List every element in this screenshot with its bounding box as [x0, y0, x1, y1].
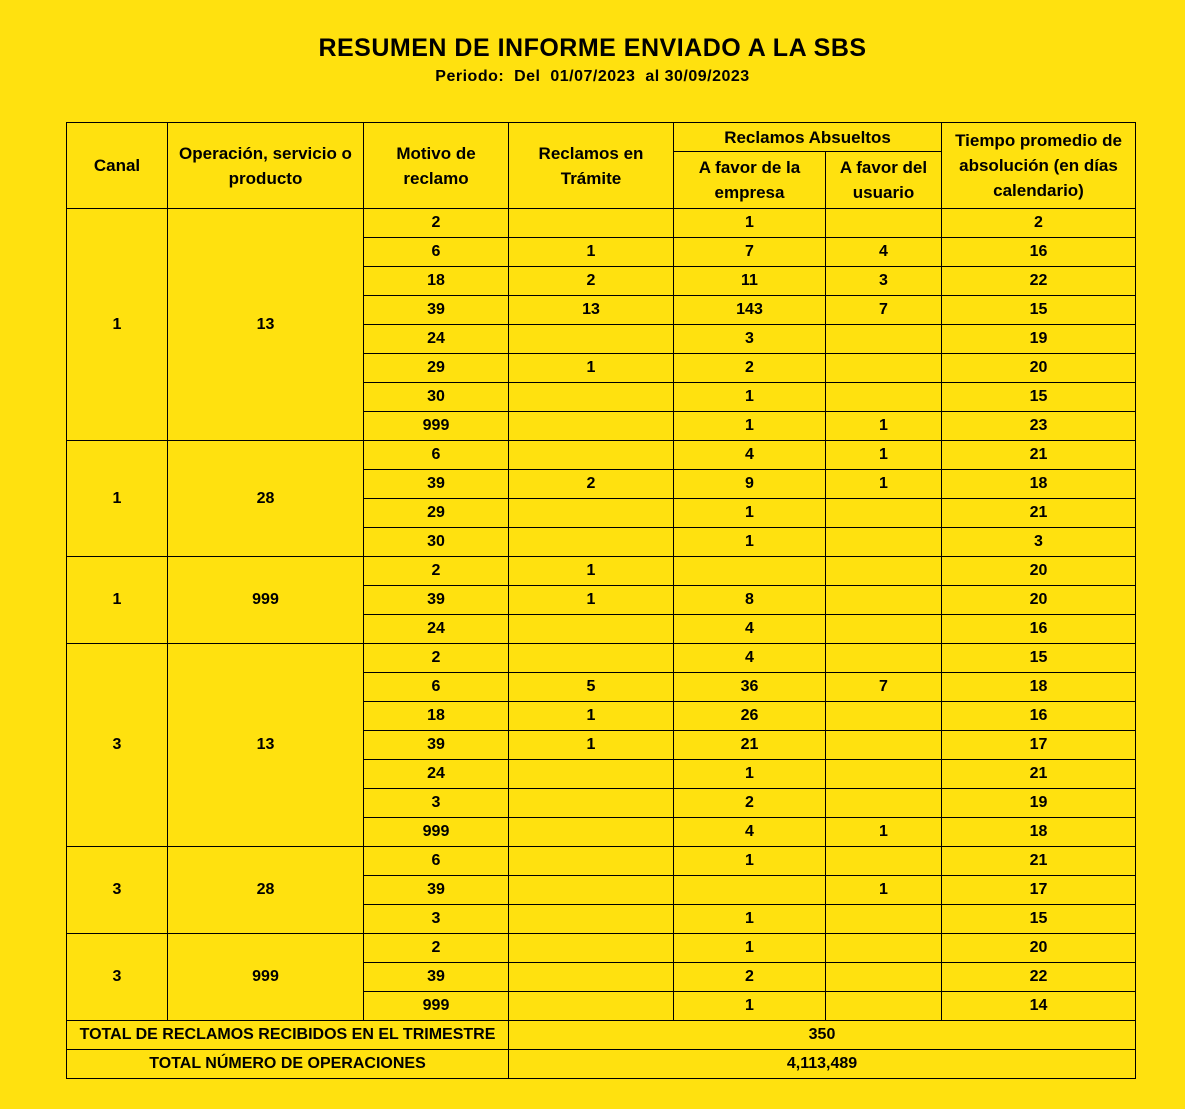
- cell-tiempo: 21: [942, 760, 1136, 789]
- cell-empresa: 4: [674, 818, 826, 847]
- cell-tiempo: 16: [942, 615, 1136, 644]
- cell-motivo: 6: [364, 238, 509, 267]
- cell-usuario: [826, 209, 942, 238]
- cell-tiempo: 17: [942, 731, 1136, 760]
- cell-tramite: [509, 325, 674, 354]
- cell-empresa: 11: [674, 267, 826, 296]
- cell-tiempo: 19: [942, 789, 1136, 818]
- cell-tramite: [509, 847, 674, 876]
- cell-empresa: 21: [674, 731, 826, 760]
- cell-empresa: [674, 557, 826, 586]
- cell-tramite: [509, 876, 674, 905]
- table-totals: [67, 1021, 1136, 1079]
- cell-usuario: 1: [826, 441, 942, 470]
- cell-empresa: 36: [674, 673, 826, 702]
- header-canal: Canal: [67, 123, 168, 209]
- cell-empresa: 143: [674, 296, 826, 325]
- cell-usuario: [826, 702, 942, 731]
- cell-motivo: 39: [364, 731, 509, 760]
- cell-tramite: [509, 934, 674, 963]
- cell-tiempo: 18: [942, 673, 1136, 702]
- cell-tiempo: 17: [942, 876, 1136, 905]
- cell-tiempo: 15: [942, 296, 1136, 325]
- cell-tramite: [509, 905, 674, 934]
- cell-motivo: 6: [364, 441, 509, 470]
- cell-usuario: [826, 354, 942, 383]
- cell-empresa: 2: [674, 963, 826, 992]
- cell-empresa: 4: [674, 644, 826, 673]
- total-row: [67, 1021, 1136, 1050]
- cell-tiempo: 2: [942, 209, 1136, 238]
- cell-empresa: 26: [674, 702, 826, 731]
- cell-empresa: 1: [674, 760, 826, 789]
- cell-empresa: 9: [674, 470, 826, 499]
- cell-motivo: 39: [364, 876, 509, 905]
- cell-usuario: [826, 557, 942, 586]
- total-row: [67, 1050, 1136, 1079]
- cell-motivo: 2: [364, 557, 509, 586]
- table-row: [67, 934, 1136, 963]
- cell-motivo: 30: [364, 383, 509, 412]
- cell-tramite: 1: [509, 557, 674, 586]
- cell-operacion: 28: [168, 847, 364, 934]
- cell-motivo: 2: [364, 209, 509, 238]
- cell-motivo: 6: [364, 847, 509, 876]
- cell-tiempo: 15: [942, 905, 1136, 934]
- cell-tiempo: 14: [942, 992, 1136, 1021]
- cell-motivo: 2: [364, 644, 509, 673]
- cell-motivo: 24: [364, 615, 509, 644]
- cell-tramite: 1: [509, 702, 674, 731]
- cell-tiempo: 20: [942, 557, 1136, 586]
- cell-operacion: 28: [168, 441, 364, 557]
- cell-canal: 3: [67, 847, 168, 934]
- cell-tiempo: 22: [942, 963, 1136, 992]
- cell-empresa: 1: [674, 499, 826, 528]
- cell-motivo: 999: [364, 992, 509, 1021]
- cell-tramite: 2: [509, 267, 674, 296]
- cell-motivo: 3: [364, 905, 509, 934]
- cell-tiempo: 18: [942, 818, 1136, 847]
- cell-operacion: 13: [168, 209, 364, 441]
- total-value: 4,113,489: [509, 1050, 1136, 1079]
- cell-tramite: [509, 441, 674, 470]
- cell-empresa: 1: [674, 934, 826, 963]
- cell-tramite: [509, 644, 674, 673]
- cell-tiempo: 16: [942, 238, 1136, 267]
- cell-usuario: [826, 905, 942, 934]
- cell-canal: 1: [67, 441, 168, 557]
- cell-usuario: 7: [826, 673, 942, 702]
- cell-tramite: 2: [509, 470, 674, 499]
- cell-tiempo: 15: [942, 644, 1136, 673]
- report-period: Periodo: Del 01/07/2023 al 30/09/2023: [435, 68, 750, 85]
- table-body: [67, 209, 1136, 1021]
- cell-motivo: 24: [364, 325, 509, 354]
- cell-tramite: 1: [509, 354, 674, 383]
- cell-tiempo: 15: [942, 383, 1136, 412]
- cell-tramite: 1: [509, 238, 674, 267]
- cell-tiempo: 20: [942, 354, 1136, 383]
- cell-usuario: [826, 586, 942, 615]
- cell-tramite: [509, 818, 674, 847]
- cell-usuario: [826, 963, 942, 992]
- cell-usuario: 3: [826, 267, 942, 296]
- cell-operacion: 999: [168, 934, 364, 1021]
- cell-tiempo: 3: [942, 528, 1136, 557]
- cell-motivo: 18: [364, 702, 509, 731]
- header-tramite: Reclamos en Trámite: [509, 123, 674, 209]
- cell-usuario: [826, 731, 942, 760]
- cell-usuario: 4: [826, 238, 942, 267]
- cell-empresa: 7: [674, 238, 826, 267]
- report-title: RESUMEN DE INFORME ENVIADO A LA SBS: [318, 34, 867, 62]
- cell-tramite: 1: [509, 586, 674, 615]
- cell-canal: 1: [67, 209, 168, 441]
- cell-canal: 1: [67, 557, 168, 644]
- cell-tiempo: 20: [942, 934, 1136, 963]
- cell-tiempo: 18: [942, 470, 1136, 499]
- cell-empresa: 2: [674, 354, 826, 383]
- cell-motivo: 29: [364, 499, 509, 528]
- cell-motivo: 999: [364, 412, 509, 441]
- cell-tiempo: 21: [942, 499, 1136, 528]
- cell-empresa: 4: [674, 615, 826, 644]
- header-operacion: Operación, servicio o producto: [168, 123, 364, 209]
- cell-usuario: 1: [826, 818, 942, 847]
- cell-motivo: 39: [364, 470, 509, 499]
- cell-motivo: 2: [364, 934, 509, 963]
- cell-usuario: [826, 934, 942, 963]
- cell-usuario: [826, 615, 942, 644]
- header-favor-usuario: A favor del usuario: [826, 152, 942, 209]
- cell-motivo: 39: [364, 296, 509, 325]
- cell-motivo: 999: [364, 818, 509, 847]
- cell-empresa: 1: [674, 383, 826, 412]
- cell-tramite: [509, 499, 674, 528]
- header-tiempo: Tiempo promedio de absolución (en días calendario): [942, 123, 1136, 209]
- cell-motivo: 30: [364, 528, 509, 557]
- cell-empresa: 8: [674, 586, 826, 615]
- cell-tiempo: 21: [942, 847, 1136, 876]
- cell-tramite: [509, 992, 674, 1021]
- cell-empresa: 4: [674, 441, 826, 470]
- cell-motivo: 39: [364, 586, 509, 615]
- cell-usuario: 1: [826, 470, 942, 499]
- cell-motivo: 18: [364, 267, 509, 296]
- header-favor-empresa: A favor de la empresa: [674, 152, 826, 209]
- claims-summary-table: [66, 122, 1136, 1079]
- cell-tiempo: 20: [942, 586, 1136, 615]
- cell-tiempo: 23: [942, 412, 1136, 441]
- cell-tramite: [509, 412, 674, 441]
- cell-usuario: 1: [826, 412, 942, 441]
- cell-empresa: 1: [674, 992, 826, 1021]
- cell-tramite: [509, 789, 674, 818]
- table-row: [67, 644, 1136, 673]
- total-label: TOTAL DE RECLAMOS RECIBIDOS EN EL TRIMESTRE: [67, 1021, 509, 1050]
- cell-tramite: 1: [509, 731, 674, 760]
- table-row: [67, 557, 1136, 586]
- cell-tiempo: 19: [942, 325, 1136, 354]
- cell-usuario: [826, 644, 942, 673]
- table-row: [67, 441, 1136, 470]
- cell-empresa: [674, 876, 826, 905]
- table-row: [67, 209, 1136, 238]
- cell-usuario: [826, 499, 942, 528]
- header-motivo: Motivo de reclamo: [364, 123, 509, 209]
- cell-usuario: [826, 325, 942, 354]
- cell-motivo: 3: [364, 789, 509, 818]
- header-absueltos: Reclamos Absueltos: [674, 123, 942, 152]
- cell-usuario: [826, 789, 942, 818]
- cell-motivo: 39: [364, 963, 509, 992]
- cell-empresa: 3: [674, 325, 826, 354]
- cell-usuario: 1: [826, 876, 942, 905]
- cell-empresa: 1: [674, 528, 826, 557]
- cell-tramite: 5: [509, 673, 674, 702]
- cell-usuario: [826, 992, 942, 1021]
- cell-motivo: 6: [364, 673, 509, 702]
- cell-tramite: [509, 760, 674, 789]
- cell-tiempo: 21: [942, 441, 1136, 470]
- cell-usuario: [826, 383, 942, 412]
- cell-empresa: 1: [674, 412, 826, 441]
- cell-empresa: 1: [674, 905, 826, 934]
- total-value: 350: [509, 1021, 1136, 1050]
- cell-tramite: [509, 383, 674, 412]
- cell-empresa: 2: [674, 789, 826, 818]
- cell-usuario: [826, 528, 942, 557]
- cell-usuario: [826, 760, 942, 789]
- cell-operacion: 999: [168, 557, 364, 644]
- cell-canal: 3: [67, 644, 168, 847]
- cell-tiempo: 22: [942, 267, 1136, 296]
- cell-canal: 3: [67, 934, 168, 1021]
- cell-tiempo: 16: [942, 702, 1136, 731]
- cell-motivo: 24: [364, 760, 509, 789]
- cell-tramite: [509, 963, 674, 992]
- total-label: TOTAL NÚMERO DE OPERACIONES: [67, 1050, 509, 1079]
- cell-tramite: 13: [509, 296, 674, 325]
- cell-usuario: 7: [826, 296, 942, 325]
- cell-operacion: 13: [168, 644, 364, 847]
- cell-tramite: [509, 528, 674, 557]
- cell-empresa: 1: [674, 209, 826, 238]
- table-row: [67, 847, 1136, 876]
- cell-tramite: [509, 615, 674, 644]
- cell-tramite: [509, 209, 674, 238]
- cell-usuario: [826, 847, 942, 876]
- cell-empresa: 1: [674, 847, 826, 876]
- cell-motivo: 29: [364, 354, 509, 383]
